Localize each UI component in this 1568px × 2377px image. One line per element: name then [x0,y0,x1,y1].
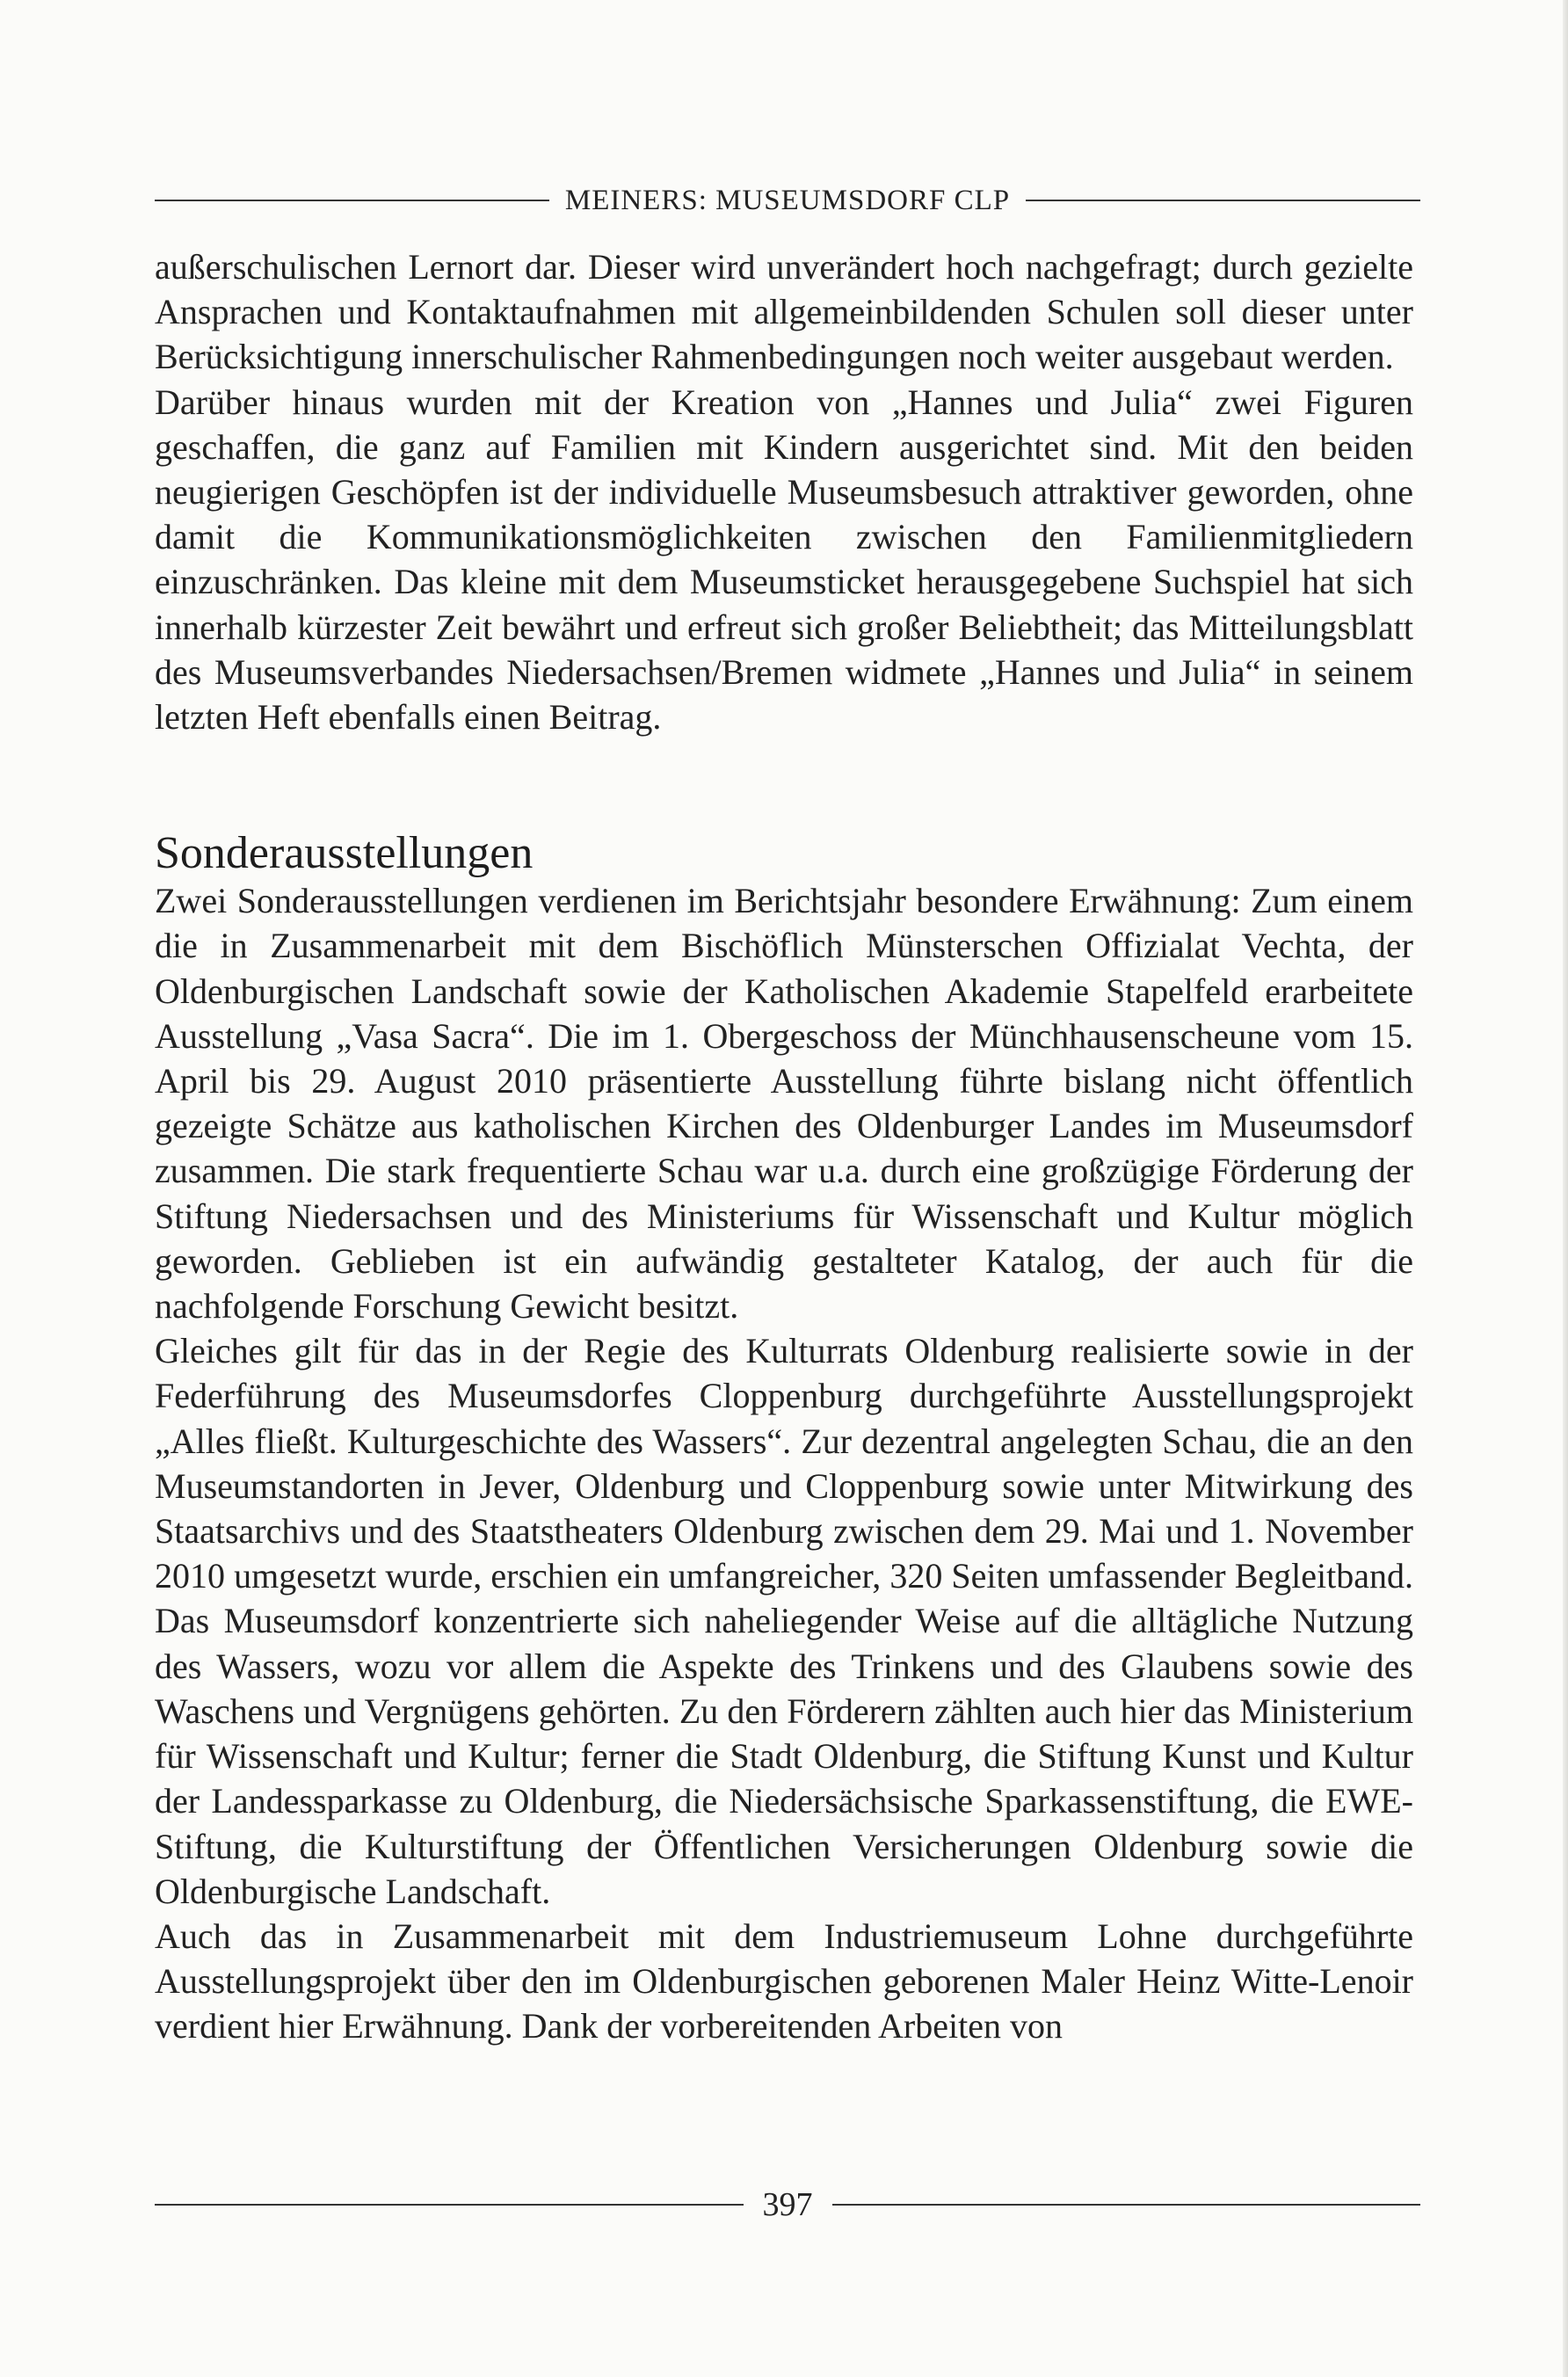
scan-edge-shadow [1563,0,1568,2377]
paragraph: Darüber hinaus wurden mit der Kreation von „Hannes und Julia“ zwei Figuren geschaffen, die ganz auf Familien mit Kindern ausgerichtet sind. Mit den beiden neugierigen Geschöpfen ist der individuelle Museumsbesuch attraktiver geworden, ohne damit die Kommunikationsmöglichkeiten zwischen den Familienmitgliedern einzuschränken. Das kleine mit dem Museumsticket herausgegebene Suchspiel hat sich innerhalb kürzester Zeit bewährt und erfreut sich großer Beliebtheit; das Mitteilungsblatt des Museumsverbandes Niedersachsen/Bremen widmete „Hannes und Julia“ in seinem letzten Heft ebenfalls einen Beitrag. [155,382,1413,738]
body-text [155,244,1413,2049]
page-number: 397 [762,2186,813,2223]
running-head [155,183,1420,218]
footer-rule-left [155,2204,744,2206]
running-title: MEINERS: MUSEUMSDORF CLP [564,184,1011,216]
header-rule-left [155,200,549,201]
footer-rule-right [832,2204,1421,2206]
header-rule-right [1026,200,1420,201]
paragraph: Auch das in Zusammenarbeit mit dem Industriemuseum Lohne durchgeführte Ausstellungsprojekt über den im Oldenburgischen geborenen Maler Heinz Witte-Lenoir verdient hier Erwähnung. Dank der vorbereitenden Arbeiten von [155,1915,1413,2046]
paragraph: Zwei Sonderausstellungen verdienen im Berichtsjahr besondere Erwähnung: Zum einem die in Zusammenarbeit mit dem Bischöflich Münsterschen Offizialat Vechta, der Oldenburgischen Landschaft sowie der Katholischen Akademie Stapelfeld erarbeitete Ausstellung „Vasa Sacra“. Die im 1. Obergeschoss der Münchhausenscheune vom 15. April bis 29. August 2010 präsentierte Ausstellung führte bislang nicht öffentlich gezeigte Schätze aus katholischen Kirchen des Oldenburger Landes im Museumsdorf zusammen. Die stark frequentierte Schau war u.a. durch eine großzügige Förderung der Stiftung Niedersachsen und des Ministeriums für Wissenschaft und Kultur möglich geworden. Geblieben ist ein aufwändig gestalteter Katalog, der auch für die nachfolgende Forschung Gewicht besitzt. [155,881,1413,1327]
paragraph: außerschulischen Lernort dar. Dieser wird unverändert hoch nachgefragt; durch gezielte Ansprachen und Kontaktaufnahmen mit allgemeinbildenden Schulen soll dieser unter Berücksichtigung innerschulischer Rahmenbedingungen noch weiter ausgebaut werden. [155,247,1413,377]
paragraph: Gleiches gilt für das in der Regie des Kulturrats Oldenburg realisierte sowie in der Federführung des Museumsdorfes Cloppenburg durchgeführte Ausstellungsprojekt „Alles fließt. Kulturgeschichte des Wassers“. Zur dezentral angelegten Schau, die an den Museumstandorten in Jever, Oldenburg und Cloppenburg sowie unter Mitwirkung des Staatsarchivs und des Staatstheaters Oldenburg zwischen dem 29. Mai und 1. November 2010 umgesetzt wurde, erschien ein umfangreicher, 320 Seiten umfassender Begleitband. Das Museumsdorf konzentrierte sich naheliegender Weise auf die alltägliche Nutzung des Wassers, wozu vor allem die Aspekte des Trinkens und des Glaubens sowie des Waschens und Vergnügens gehörten. Zu den Förderern zählten auch hier das Ministerium für Wissenschaft und Kultur; ferner die Stadt Oldenburg, die Stiftung Kunst und Kultur der Landessparkasse zu Oldenburg, die Niedersächsische Sparkassenstiftung, die EWE-Stiftung, die Kulturstiftung der Öffentlichen Versicherungen Oldenburg sowie die Oldenburgische Landschaft. [155,1331,1413,1911]
page-footer [155,2184,1420,2226]
section-heading: Sonderausstellungen [155,828,534,879]
